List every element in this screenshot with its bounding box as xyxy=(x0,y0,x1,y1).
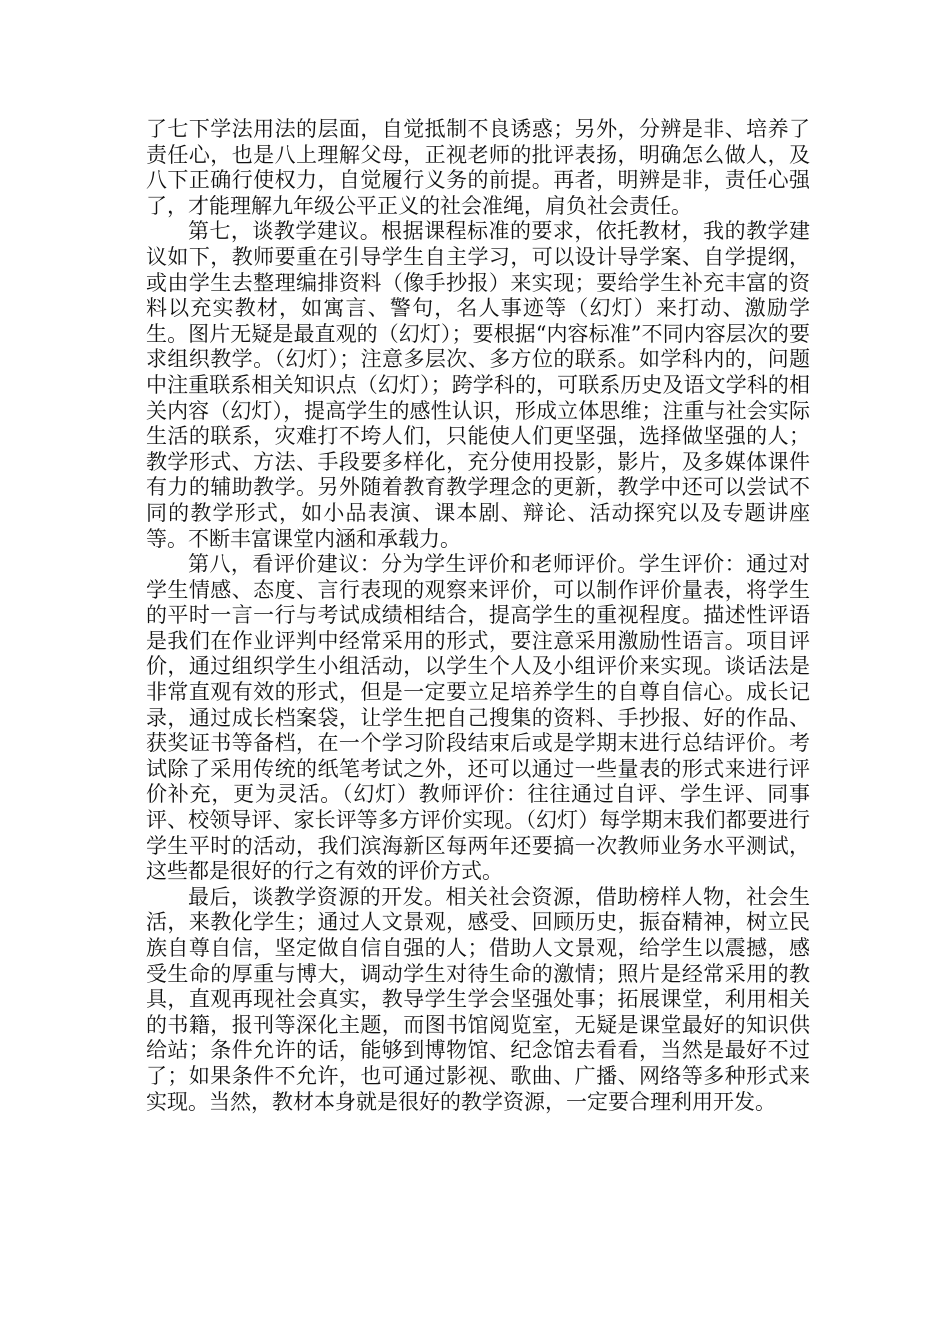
document-body xyxy=(146,117,810,1115)
paragraph-continuation: 了七下学法用法的层面，自觉抵制不良诱惑；另外，分辨是非、培养了责任心，也是八上理解父母，正视老师的批评表扬，明确怎么做人，及八下正确行使权力，自觉履行义务的前提。再者，明辨是非，责任心强了，才能理解九年级公平正义的社会准绳，肩负社会责任。 xyxy=(146,117,810,218)
paragraph-teaching-resources: 最后，谈教学资源的开发。相关社会资源，借助榜样人物，社会生活，来教化学生；通过人文景观，感受、回顾历史，振奋精神，树立民族自尊自信，坚定做自信自强的人；借助人文景观，给学生以震撼，感受生命的厚重与博大，调动学生对待生命的激情；照片是经常采用的教具，直观再现社会真实，教导学生学会坚强处事；拓展课堂，利用相关的书籍，报刊等深化主题，而图书馆阅览室，无疑是课堂最好的知识供给站；条件允许的话，能够到博物馆、纪念馆去看看，当然是最好不过了；如果条件不允许，也可通过影视、歌曲、广播、网络等多种形式来实现。当然，教材本身就是很好的教学资源，一定要合理利用开发。 xyxy=(146,884,810,1114)
paragraph-teaching-suggestions: 第七，谈教学建议。根据课程标准的要求，依托教材，我的教学建议如下，教师要重在引导学生自主学习，可以设计导学案、自学提纲，或由学生去整理编排资料（像手抄报）来实现；要给学生补充丰富的资料以充实教材，如寓言、警句，名人事迹等（幻灯）来打动、激励学生。图片无疑是最直观的（幻灯）；要根据“内容标准”不同内容层次的要求组织教学。（幻灯）；注意多层次、多方位的联系。如学科内的，问题中注重联系相关知识点（幻灯）；跨学科的，可联系历史及语文学科的相关内容（幻灯），提高学生的感性认识，形成立体思维；注重与社会实际生活的联系，灾难打不垮人们，只能使人们更坚强，选择做坚强的人；教学形式、方法、手段要多样化，充分使用投影，影片，及多媒体课件有力的辅助教学。另外随着教育教学理念的更新，教学中还可以尝试不同的教学形式，如小品表演、课本剧、辩论、活动探究以及专题讲座等。不断丰富课堂内涵和承载力。 xyxy=(146,219,810,551)
paragraph-evaluation-suggestions: 第八，看评价建议：分为学生评价和老师评价。学生评价：通过对学生情感、态度、言行表现的观察来评价，可以制作评价量表，将学生的平时一言一行与考试成绩相结合，提高学生的重视程度。描述性评语是我们在作业评判中经常采用的形式，要注意采用激励性语言。项目评价，通过组织学生小组活动，以学生个人及小组评价来实现。谈话法是非常直观有效的形式，但是一定要立足培养学生的自尊自信心。成长记录，通过成长档案袋，让学生把自己搜集的资料、手抄报、好的作品、获奖证书等备档，在一个学习阶段结束后或是学期末进行总结评价。考试除了采用传统的纸笔考试之外，还可以通过一些量表的形式来进行评价补充，更为灵活。（幻灯）教师评价：往往通过自评、学生评、同事评、校领导评、家长评等多方评价实现。（幻灯）每学期末我们都要进行学生平时的活动，我们滨海新区每两年还要搞一次教师业务水平测试，这些都是很好的行之有效的评价方式。 xyxy=(146,552,810,884)
